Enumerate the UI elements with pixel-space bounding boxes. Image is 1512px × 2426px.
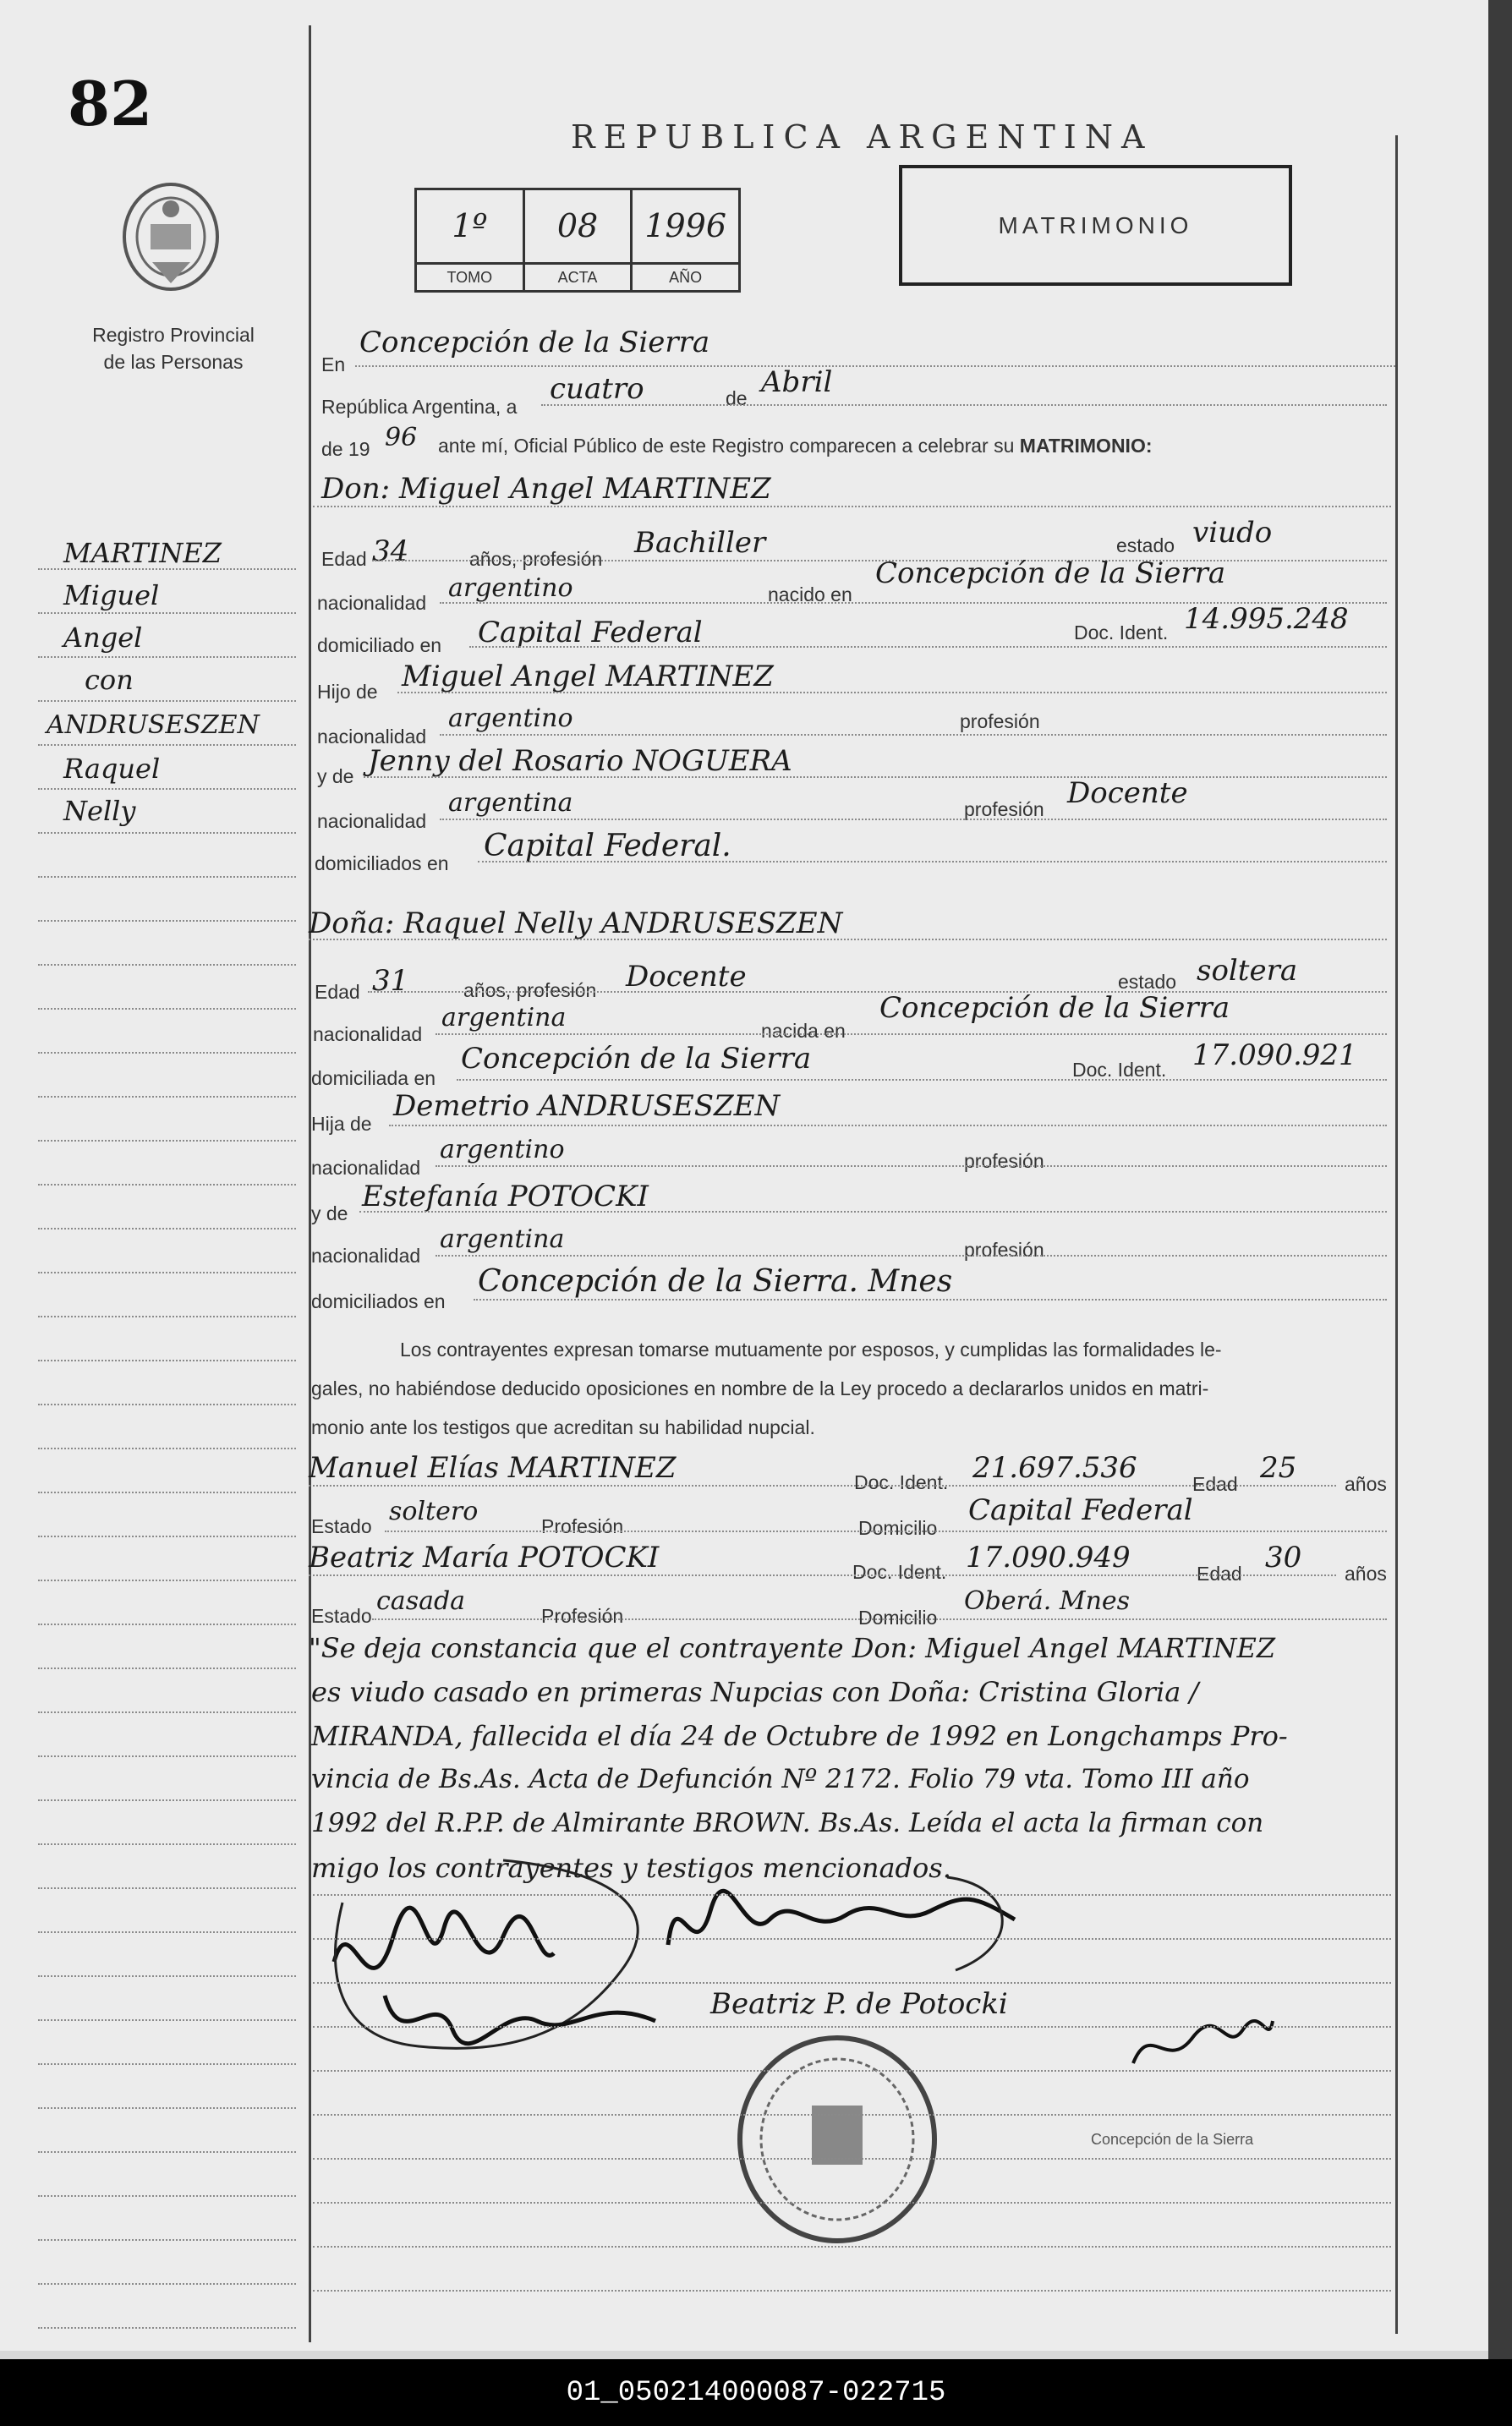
field-line — [469, 646, 1387, 648]
groom-profesion: Bachiller — [634, 526, 766, 560]
bride-domicilio: Concepción de la Sierra — [461, 1042, 812, 1076]
ruled-line — [313, 2290, 1391, 2292]
note-line: MIRANDA, fallecida el día 24 de Octubre de 1992 en Longchamps Pro- — [311, 1720, 1288, 1752]
declaration-text — [311, 1330, 1385, 1447]
margin-rule-line — [38, 1096, 296, 1098]
margin-rule-line — [38, 1228, 296, 1229]
margin-note-line: con — [85, 664, 134, 696]
margin-rule-line — [38, 1668, 296, 1669]
anos-label: años — [1345, 1563, 1387, 1585]
witness-signature-text: Beatriz P. de Potocki — [710, 1987, 1008, 2021]
margin-note-line: MARTINEZ — [63, 537, 222, 569]
ruled-line — [313, 1894, 1391, 1896]
ano-value: 1996 — [644, 207, 727, 244]
registry-line2: de las Personas — [103, 351, 244, 373]
de-label: de — [726, 387, 748, 409]
bride-signature — [660, 1869, 1032, 1979]
margin-rule-line — [38, 1360, 296, 1361]
groom-doc: 14.995.248 — [1184, 602, 1349, 636]
margin-rule-line — [38, 2151, 296, 2153]
note-line: es viudo casado en primeras Nupcias con Doña: Cristina Gloria / — [311, 1676, 1199, 1708]
groom-name: Don: Miguel Angel MARTINEZ — [321, 472, 771, 506]
bride-estado: soltera — [1197, 954, 1298, 988]
dom-label: domiciliada en — [311, 1067, 436, 1089]
document-heading: REPUBLICA ARGENTINA — [571, 118, 1153, 156]
witness1-domicilio: Capital Federal — [968, 1493, 1193, 1527]
margin-note-line: Nelly — [63, 795, 136, 827]
edad-label: Edad — [1192, 1473, 1238, 1495]
groom-padres-dom: Capital Federal. — [484, 829, 731, 863]
margin-note-line: Angel — [63, 622, 143, 654]
section-line — [309, 939, 1387, 940]
note-line: migo los contrayentes y testigos mencionados. — [311, 1852, 951, 1884]
prof-label: Profesión — [541, 1515, 624, 1537]
field-line — [385, 1531, 1387, 1532]
margin-rule-line — [38, 1140, 296, 1142]
margin-rule-line — [38, 1184, 296, 1186]
margin-rule-line — [38, 1052, 296, 1054]
intro-bold: MATRIMONIO: — [1019, 435, 1153, 457]
bride-profesion: Docente — [626, 960, 747, 994]
estado-label: Estado — [311, 1605, 372, 1627]
groom-madre-prof: Docente — [1067, 776, 1188, 810]
page-number: 82 — [68, 68, 153, 140]
groom-padre: Miguel Angel MARTINEZ — [402, 660, 774, 693]
declaration-line: gales, no habiéndose deducido oposiciones en nombre de la Ley procedo a declararlos unidos en matri- — [311, 1377, 1209, 1399]
anos-prof-label: años, profesión — [463, 979, 597, 1001]
year-label: de 19 — [321, 438, 370, 460]
field-line — [436, 1165, 1387, 1167]
bride-edad: 31 — [372, 964, 409, 998]
hija-label: Hija de — [311, 1113, 372, 1135]
margin-rule-line — [38, 1931, 296, 1933]
edad-label: Edad — [321, 548, 367, 570]
doc-label: Doc. Ident. — [1074, 622, 1169, 643]
margin-divider — [309, 25, 311, 2342]
nacida-label: nacida en — [761, 1020, 846, 1042]
margin-rule-line — [38, 1448, 296, 1449]
dom-label: Domicilio — [858, 1517, 938, 1539]
field-line — [541, 404, 1387, 406]
prof-label: profesión — [964, 1150, 1044, 1172]
prof-label: profesión — [964, 1239, 1044, 1261]
margin-rule-line — [38, 2107, 296, 2109]
groom-madre-nac: argentina — [448, 788, 573, 818]
margin-note-line: ANDRUSESZEN — [47, 710, 260, 740]
groom-edad: 34 — [372, 534, 409, 568]
acta-cell — [525, 190, 633, 290]
margin-rule-line — [38, 2063, 296, 2065]
acta-value: 08 — [556, 207, 599, 244]
nac-label: nacionalidad — [313, 1023, 423, 1045]
groom-signature — [317, 1852, 672, 2063]
footer-id: 01_050214000087-022715 — [566, 2376, 946, 2409]
margin-rule-line — [38, 1711, 296, 1713]
bride-padre: Demetrio ANDRUSESZEN — [393, 1089, 781, 1123]
ruled-line — [313, 2202, 1391, 2204]
margin-rule-line — [38, 1316, 296, 1317]
field-line — [364, 776, 1387, 778]
dom-label: Domicilio — [858, 1607, 938, 1629]
margin-rule-line — [38, 1492, 296, 1493]
record-type: MATRIMONIO — [899, 165, 1292, 286]
ruled-line — [313, 1938, 1391, 1940]
bride-padres-dom: Concepción de la Sierra. Mnes — [478, 1264, 953, 1299]
groom-padre-nac: argentino — [448, 704, 573, 733]
yde-label: y de — [311, 1202, 348, 1224]
groom-madre: Jenny del Rosario NOGUERA — [368, 744, 792, 778]
witness2-edad: 30 — [1265, 1541, 1302, 1574]
bride-nacionalidad: argentina — [441, 1003, 567, 1032]
anos-label: años — [1345, 1473, 1387, 1495]
ruled-line — [313, 2026, 1391, 2028]
registry-name — [51, 321, 296, 375]
declaration-line: Los contrayentes expresan tomarse mutuamente por esposos, y cumplidas las formalidades le- — [400, 1339, 1222, 1361]
margin-rule-line — [38, 1008, 296, 1010]
hijo-label: Hijo de — [317, 681, 378, 703]
field-line — [355, 365, 1395, 367]
groom-estado: viudo — [1192, 516, 1273, 550]
section-line — [313, 506, 1391, 507]
margin-rule-line — [38, 964, 296, 966]
bride-doc: 17.090.921 — [1192, 1038, 1357, 1072]
doc-label: Doc. Ident. — [1072, 1059, 1167, 1081]
province-seal-icon — [118, 182, 224, 300]
field-line — [436, 1033, 1387, 1035]
dom-label: domiciliado en — [317, 634, 442, 656]
note-line: 1992 del R.P.P. de Almirante BROWN. Bs.As. Leída el acta la firman con — [311, 1808, 1264, 1838]
year-value: 96 — [385, 423, 418, 452]
margin-rule-line — [38, 1536, 296, 1537]
witness2-estado: casada — [376, 1586, 466, 1616]
ruled-line — [313, 2070, 1391, 2072]
bride-nacida: Concepción de la Sierra — [879, 991, 1230, 1025]
margin-rule-line — [38, 568, 296, 570]
bride-padre-nac: argentino — [440, 1135, 565, 1164]
doc-label: Doc. Ident. — [854, 1471, 949, 1493]
witness2-name: Beatriz María POTOCKI — [309, 1541, 660, 1574]
tomo-value: 1º — [452, 207, 488, 244]
groom-domicilio: Capital Federal — [478, 616, 703, 649]
field-line — [359, 1211, 1387, 1213]
witness1-estado: soltero — [389, 1497, 479, 1526]
intro-text — [438, 435, 1153, 457]
prof-label: profesión — [960, 710, 1040, 732]
edad-label: Edad — [1197, 1563, 1242, 1585]
republica-label: República Argentina, a — [321, 396, 518, 418]
margin-rule-line — [38, 788, 296, 790]
margin-rule-line — [38, 876, 296, 878]
declaration-line: monio ante los testigos que acreditan su habilidad nupcial. — [311, 1416, 815, 1438]
note-line: "Se deja constancia que el contrayente Don: Miguel Angel MARTINEZ — [309, 1632, 1276, 1664]
margin-rule-line — [38, 1843, 296, 1845]
bride-name: Doña: Raquel Nelly ANDRUSESZEN — [309, 906, 843, 940]
anos-prof-label: años, profesión — [469, 548, 603, 570]
margin-rule-line — [38, 1887, 296, 1889]
margin-note-line: Raquel — [63, 753, 161, 785]
field-line — [440, 734, 1387, 736]
witness1-name: Manuel Elías MARTINEZ — [309, 1451, 677, 1485]
footer-bar — [0, 2359, 1512, 2426]
note-line: vincia de Bs.As. Acta de Defunción Nº 2172. Folio 79 vta. Tomo III año — [311, 1764, 1250, 1794]
field-line — [474, 1299, 1387, 1301]
field-line — [457, 1079, 1387, 1081]
field-line — [368, 991, 1387, 993]
margin-rule-line — [38, 1404, 296, 1405]
field-line — [440, 819, 1387, 820]
nacido-label: nacido en — [768, 583, 852, 605]
groom-nacido: Concepción de la Sierra — [875, 556, 1226, 590]
margin-rule-line — [38, 1272, 296, 1273]
month-value: Abril — [761, 365, 833, 399]
ruled-line — [313, 1982, 1391, 1984]
stamp-text: Concepción de la Sierra — [1091, 2131, 1254, 2148]
margin-rule-line — [38, 1624, 296, 1625]
en-label: En — [321, 353, 346, 375]
yde-label: y de — [317, 765, 354, 787]
margin-rule-line — [38, 832, 296, 834]
margin-rule-line — [38, 2283, 296, 2285]
field-line — [309, 1485, 1336, 1487]
ruled-line — [313, 2114, 1391, 2116]
bride-madre-nac: argentina — [440, 1224, 565, 1254]
margin-rule-line — [38, 1580, 296, 1581]
nac-label: nacionalidad — [317, 592, 427, 614]
ano-cell — [633, 190, 738, 290]
witness2-doc: 17.090.949 — [966, 1541, 1131, 1574]
record-box — [414, 188, 741, 293]
day-value: cuatro — [550, 372, 644, 406]
estado-label: Estado — [311, 1515, 372, 1537]
edad-label: Edad — [315, 981, 360, 1003]
witness2-domicilio: Oberá. Mnes — [964, 1586, 1131, 1616]
nac-label: nacionalidad — [317, 726, 427, 748]
field-line — [309, 1574, 1336, 1576]
margin-rule-line — [38, 656, 296, 658]
page-edge — [1488, 0, 1512, 2426]
acta-label: ACTA — [525, 262, 631, 290]
place-value: Concepción de la Sierra — [359, 326, 710, 359]
margin-rule-line — [38, 612, 296, 614]
witness1-doc: 21.697.536 — [972, 1451, 1137, 1485]
prof-label: profesión — [964, 798, 1044, 820]
doc-label: Doc. Ident. — [852, 1561, 947, 1583]
nac-label: nacionalidad — [311, 1245, 421, 1267]
doms-label: domiciliados en — [315, 852, 449, 874]
tomo-label: TOMO — [417, 262, 523, 290]
official-stamp-icon — [727, 2029, 947, 2249]
margin-rule-line — [38, 2327, 296, 2329]
margin-rule-line — [38, 1799, 296, 1801]
margin-rule-line — [38, 2019, 296, 2021]
margin-rule-line — [38, 700, 296, 702]
witness1-edad: 25 — [1260, 1451, 1297, 1485]
tomo-cell — [417, 190, 525, 290]
margin-rule-line — [38, 2239, 296, 2241]
estado-label: estado — [1116, 534, 1175, 556]
doms-label: domiciliados en — [311, 1290, 446, 1312]
nac-label: nacionalidad — [311, 1157, 421, 1179]
margin-rule-line — [38, 744, 296, 746]
intro-sentence: ante mí, Oficial Público de este Registro comparecen a celebrar su — [438, 435, 1015, 457]
margin-rule-line — [38, 920, 296, 922]
prof-label: Profesión — [541, 1605, 624, 1627]
registry-line1: Registro Provincial — [92, 324, 255, 346]
right-border — [1395, 135, 1398, 2334]
field-line — [478, 861, 1387, 863]
field-line — [389, 1125, 1387, 1126]
ano-label: AÑO — [633, 262, 738, 290]
ruled-line — [313, 2158, 1391, 2160]
margin-rule-line — [38, 1975, 296, 1977]
bride-madre: Estefanía POTOCKI — [362, 1180, 649, 1213]
field-line — [436, 1255, 1387, 1257]
margin-rule-line — [38, 1755, 296, 1757]
ruled-line — [313, 2246, 1391, 2248]
nac-label: nacionalidad — [317, 810, 427, 832]
estado-label: estado — [1118, 971, 1177, 993]
field-line — [372, 1618, 1387, 1620]
field-line — [397, 692, 1387, 693]
groom-nacionalidad: argentino — [448, 573, 573, 603]
margin-rule-line — [38, 2195, 296, 2197]
margin-note-line: Miguel — [63, 579, 160, 611]
